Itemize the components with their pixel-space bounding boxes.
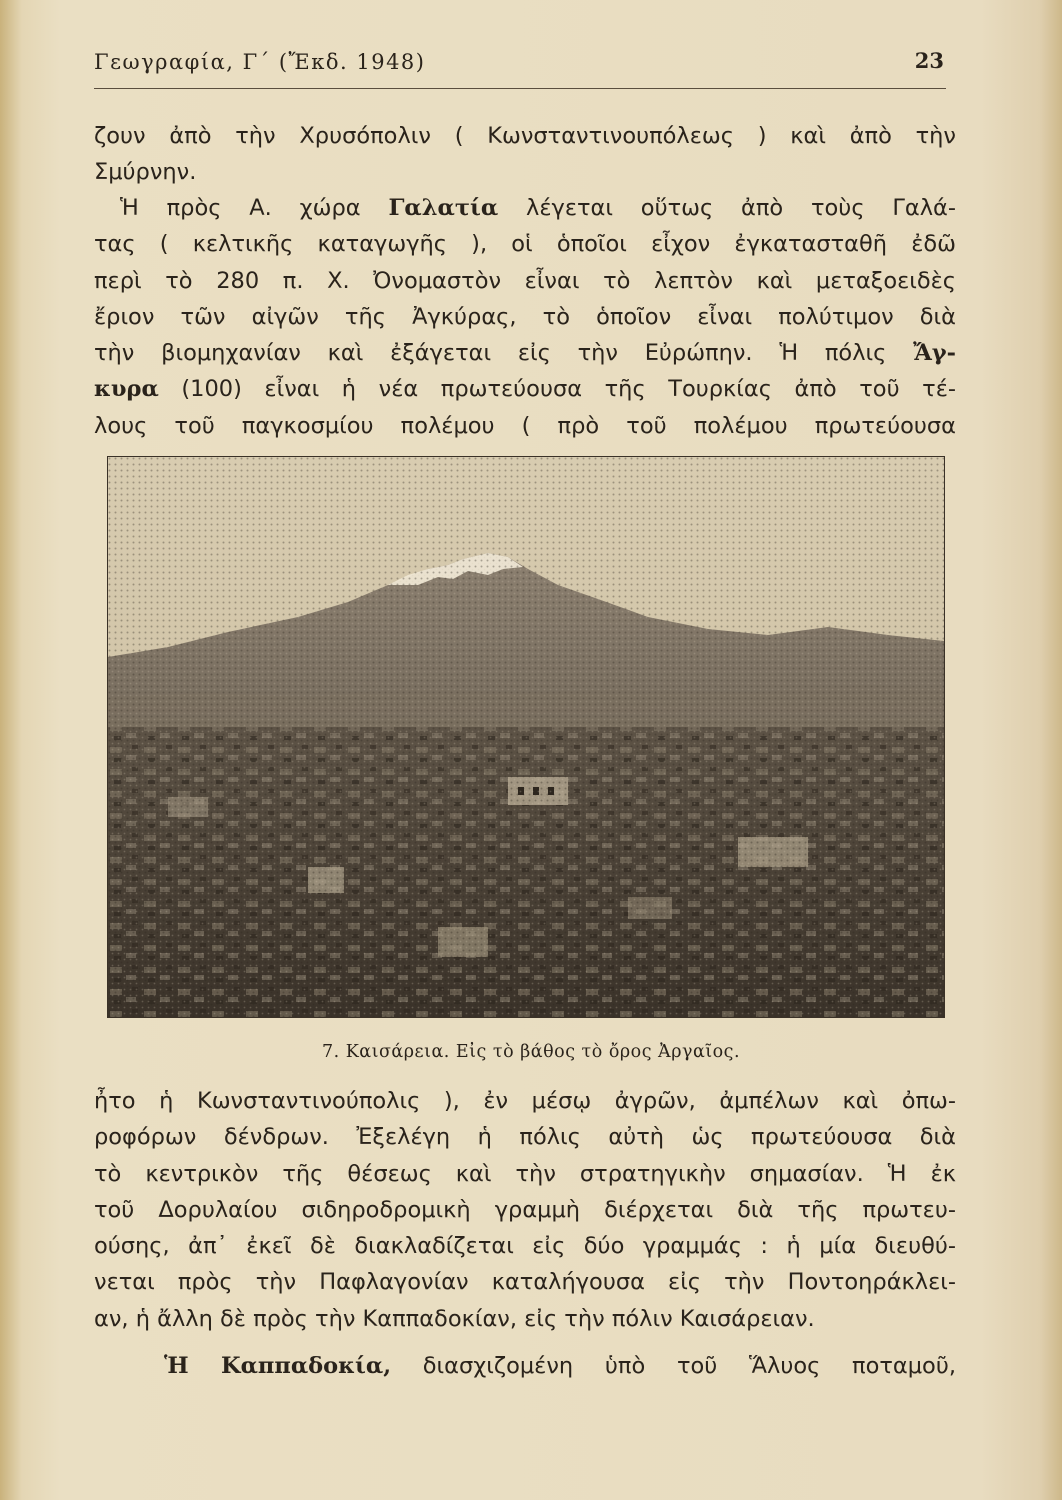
page-number: 23: [914, 48, 944, 73]
text-line: τοῦ Δορυλαίου σιδηροδρομικὴ γραμμὴ διέρχεται διὰ τῆς πρωτευ-: [94, 1196, 956, 1223]
text-line: [94, 1348, 956, 1384]
text-line: ροφόρων δένδρων. Ἐξελέγη ἡ πόλις αὐτὴ ὡς πρωτεύουσα διὰ: [94, 1124, 956, 1151]
page-header: [94, 50, 944, 80]
paragraph-galatia: [94, 190, 956, 444]
figure-caption: 7. Καισάρεια. Εἰς τὸ βάθος τὸ ὄρος Ἀργαῖος.: [321, 1042, 741, 1062]
term-cappadocia: Ἡ Καππαδοκία,: [164, 1353, 392, 1379]
text-line: περὶ τὸ 280 π. Χ. Ὀνομαστὸν εἶναι τὸ λεπτὸν καὶ μεταξοειδὲς: [94, 267, 956, 294]
text-run: (100) εἶναι ἡ νέα πρωτεύουσα τῆς Τουρκίας ἀπὸ τοῦ τέ-: [158, 376, 956, 403]
text-line: λους τοῦ παγκοσμίου πολέμου ( πρὸ τοῦ πολέμου πρωτεύουσα: [94, 412, 956, 439]
term-galatia: Γαλατία: [388, 195, 499, 221]
text-line: Σμύρνην.: [94, 159, 197, 186]
text-line: τας ( κελτικῆς καταγωγῆς ), οἱ ὁποῖοι εἶχον ἐγκατασταθῆ ἐδῶ: [94, 231, 956, 258]
halftone-grain: [108, 457, 944, 1017]
text-run: τὴν βιομηχανίαν καὶ ἐξάγεται εἰς τὴν Εὐρώπην. Ἡ πόλις: [94, 340, 914, 367]
text-line: ἦτο ἡ Κωνσταντινούπολις ), ἐν μέσῳ ἀγρῶν, ἀμπέλων καὶ ὀπω-: [94, 1088, 956, 1114]
photo-illustration: [108, 457, 944, 1017]
photo-kayseri: [107, 456, 945, 1018]
term-ankyra: Ἄγ-: [913, 340, 956, 367]
text-line: [94, 335, 956, 371]
text-line: τὸ κεντρικὸν τῆς θέσεως καὶ τὴν στρατηγικὴν σημασίαν. Ἡ ἐκ: [94, 1160, 956, 1187]
paragraph-after: [94, 1083, 956, 1337]
running-title: Γεωγραφία, Γ΄ (Ἔκδ. 1948): [94, 50, 426, 74]
paragraph-top: [94, 118, 956, 191]
text-line: [94, 371, 956, 407]
text-line: [94, 190, 956, 226]
term-ankyra-cont: κυρα: [94, 376, 159, 403]
paragraph-cappadocia: [94, 1348, 956, 1384]
text-run: Ἡ πρὸς Α. χώρα: [120, 195, 389, 221]
text-line: νεται πρὸς τὴν Παφλαγονίαν καταλήγουσα εἰς τὴν Ποντοηράκλει-: [94, 1269, 956, 1296]
header-rule: [94, 88, 946, 89]
text-line: ούσης, ἀπ᾽ ἐκεῖ δὲ διακλαδίζεται εἰς δύο γραμμάς : ἡ μία διευθύ-: [94, 1233, 956, 1260]
text-line: ζουν ἀπὸ τὴν Χρυσόπολιν ( Κωνσταντινουπόλεως ) καὶ ἀπὸ τὴν: [94, 123, 956, 149]
text-run: λέγεται οὕτως ἀπὸ τοὺς Γαλά-: [498, 195, 957, 221]
text-line: αν, ἡ ἄλλη δὲ πρὸς τὴν Καππαδοκίαν, εἰς τὴν πόλιν Καισάρειαν.: [94, 1305, 815, 1332]
text-run: διασχιζομένη ὑπὸ τοῦ Ἅλυος ποταμοῦ,: [391, 1353, 956, 1379]
text-line: ἔριον τῶν αἰγῶν τῆς Ἀγκύρας, τὸ ὁποῖον εἶναι πολύτιμον διὰ: [94, 303, 956, 330]
